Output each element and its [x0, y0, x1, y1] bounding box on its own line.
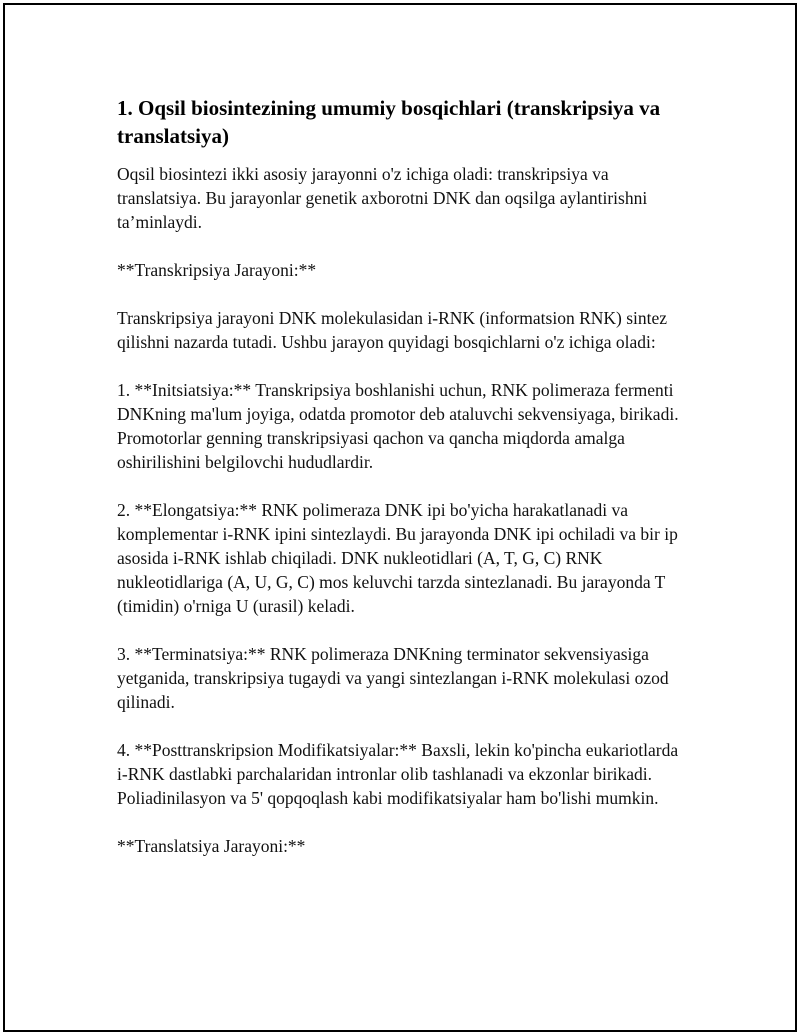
posttranscriptional-paragraph: 4. **Posttranskripsion Modifikatsiyalar:** Baxsli, lekin ko'pincha eukariotlarda i-RNK dastlabki parchalaridan intronlar olib tashlanadi va ekzonlar birikadi. Poliadinilasyon va 5' qopqoqlash kabi modifikatsiyalar ham bo'lishi mumkin. — [117, 740, 679, 808]
document-title: 1. Oqsil biosintezining umumiy bosqichlari (transkripsiya va translatsiya) — [117, 96, 661, 148]
document-body — [117, 94, 685, 858]
elongation-paragraph: 2. **Elongatsiya:** RNK polimeraza DNK ipi bo'yicha harakatlanadi va komplementar i-RNK ipini sintezlaydi. Bu jarayonda DNK ipi ochiladi va bir ip asosida i-RNK ishlab chiqiladi. DNK nukleotidlari (A, T, G, C) RNK nukleotidlariga (A, U, G, C) mos keluvchi tarzda sintezlanadi. Bu jarayonda T (timidin) o'rniga U (urasil) keladi. — [117, 500, 678, 616]
termination-paragraph: 3. **Terminatsiya:** RNK polimeraza DNKning terminator sekvensiyasiga yetganida, transkripsiya tugaydi va yangi sintezlangan i-RNK molekulasi ozod qilinadi. — [117, 644, 669, 712]
transcription-heading: **Transkripsiya Jarayoni:** — [117, 260, 317, 280]
translation-heading: **Translatsiya Jarayoni:** — [117, 836, 306, 856]
transcription-intro-paragraph: Transkripsiya jarayoni DNK molekulasidan i-RNK (informatsion RNK) sintez qilishni nazarda tutadi. Ushbu jarayon quyidagi bosqichlarni o'z ichiga oladi: — [117, 308, 668, 352]
initiation-paragraph: 1. **Initsiatsiya:** Transkripsiya boshlanishi uchun, RNK polimeraza fermenti DNKning ma'lum joyiga, odatda promotor deb ataluvchi sekvensiyaga, birikadi. Promotorlar genning transkripsiyasi qachon va qancha miqdorda amalga oshirilishini belgilovchi hududlardir. — [117, 380, 679, 472]
intro-paragraph: Oqsil biosintezi ikki asosiy jarayonni o'z ichiga oladi: transkripsiya va translatsiya. Bu jarayonlar genetik axborotni DNK dan oqsilga aylantirishni taʼminlaydi. — [117, 164, 648, 232]
